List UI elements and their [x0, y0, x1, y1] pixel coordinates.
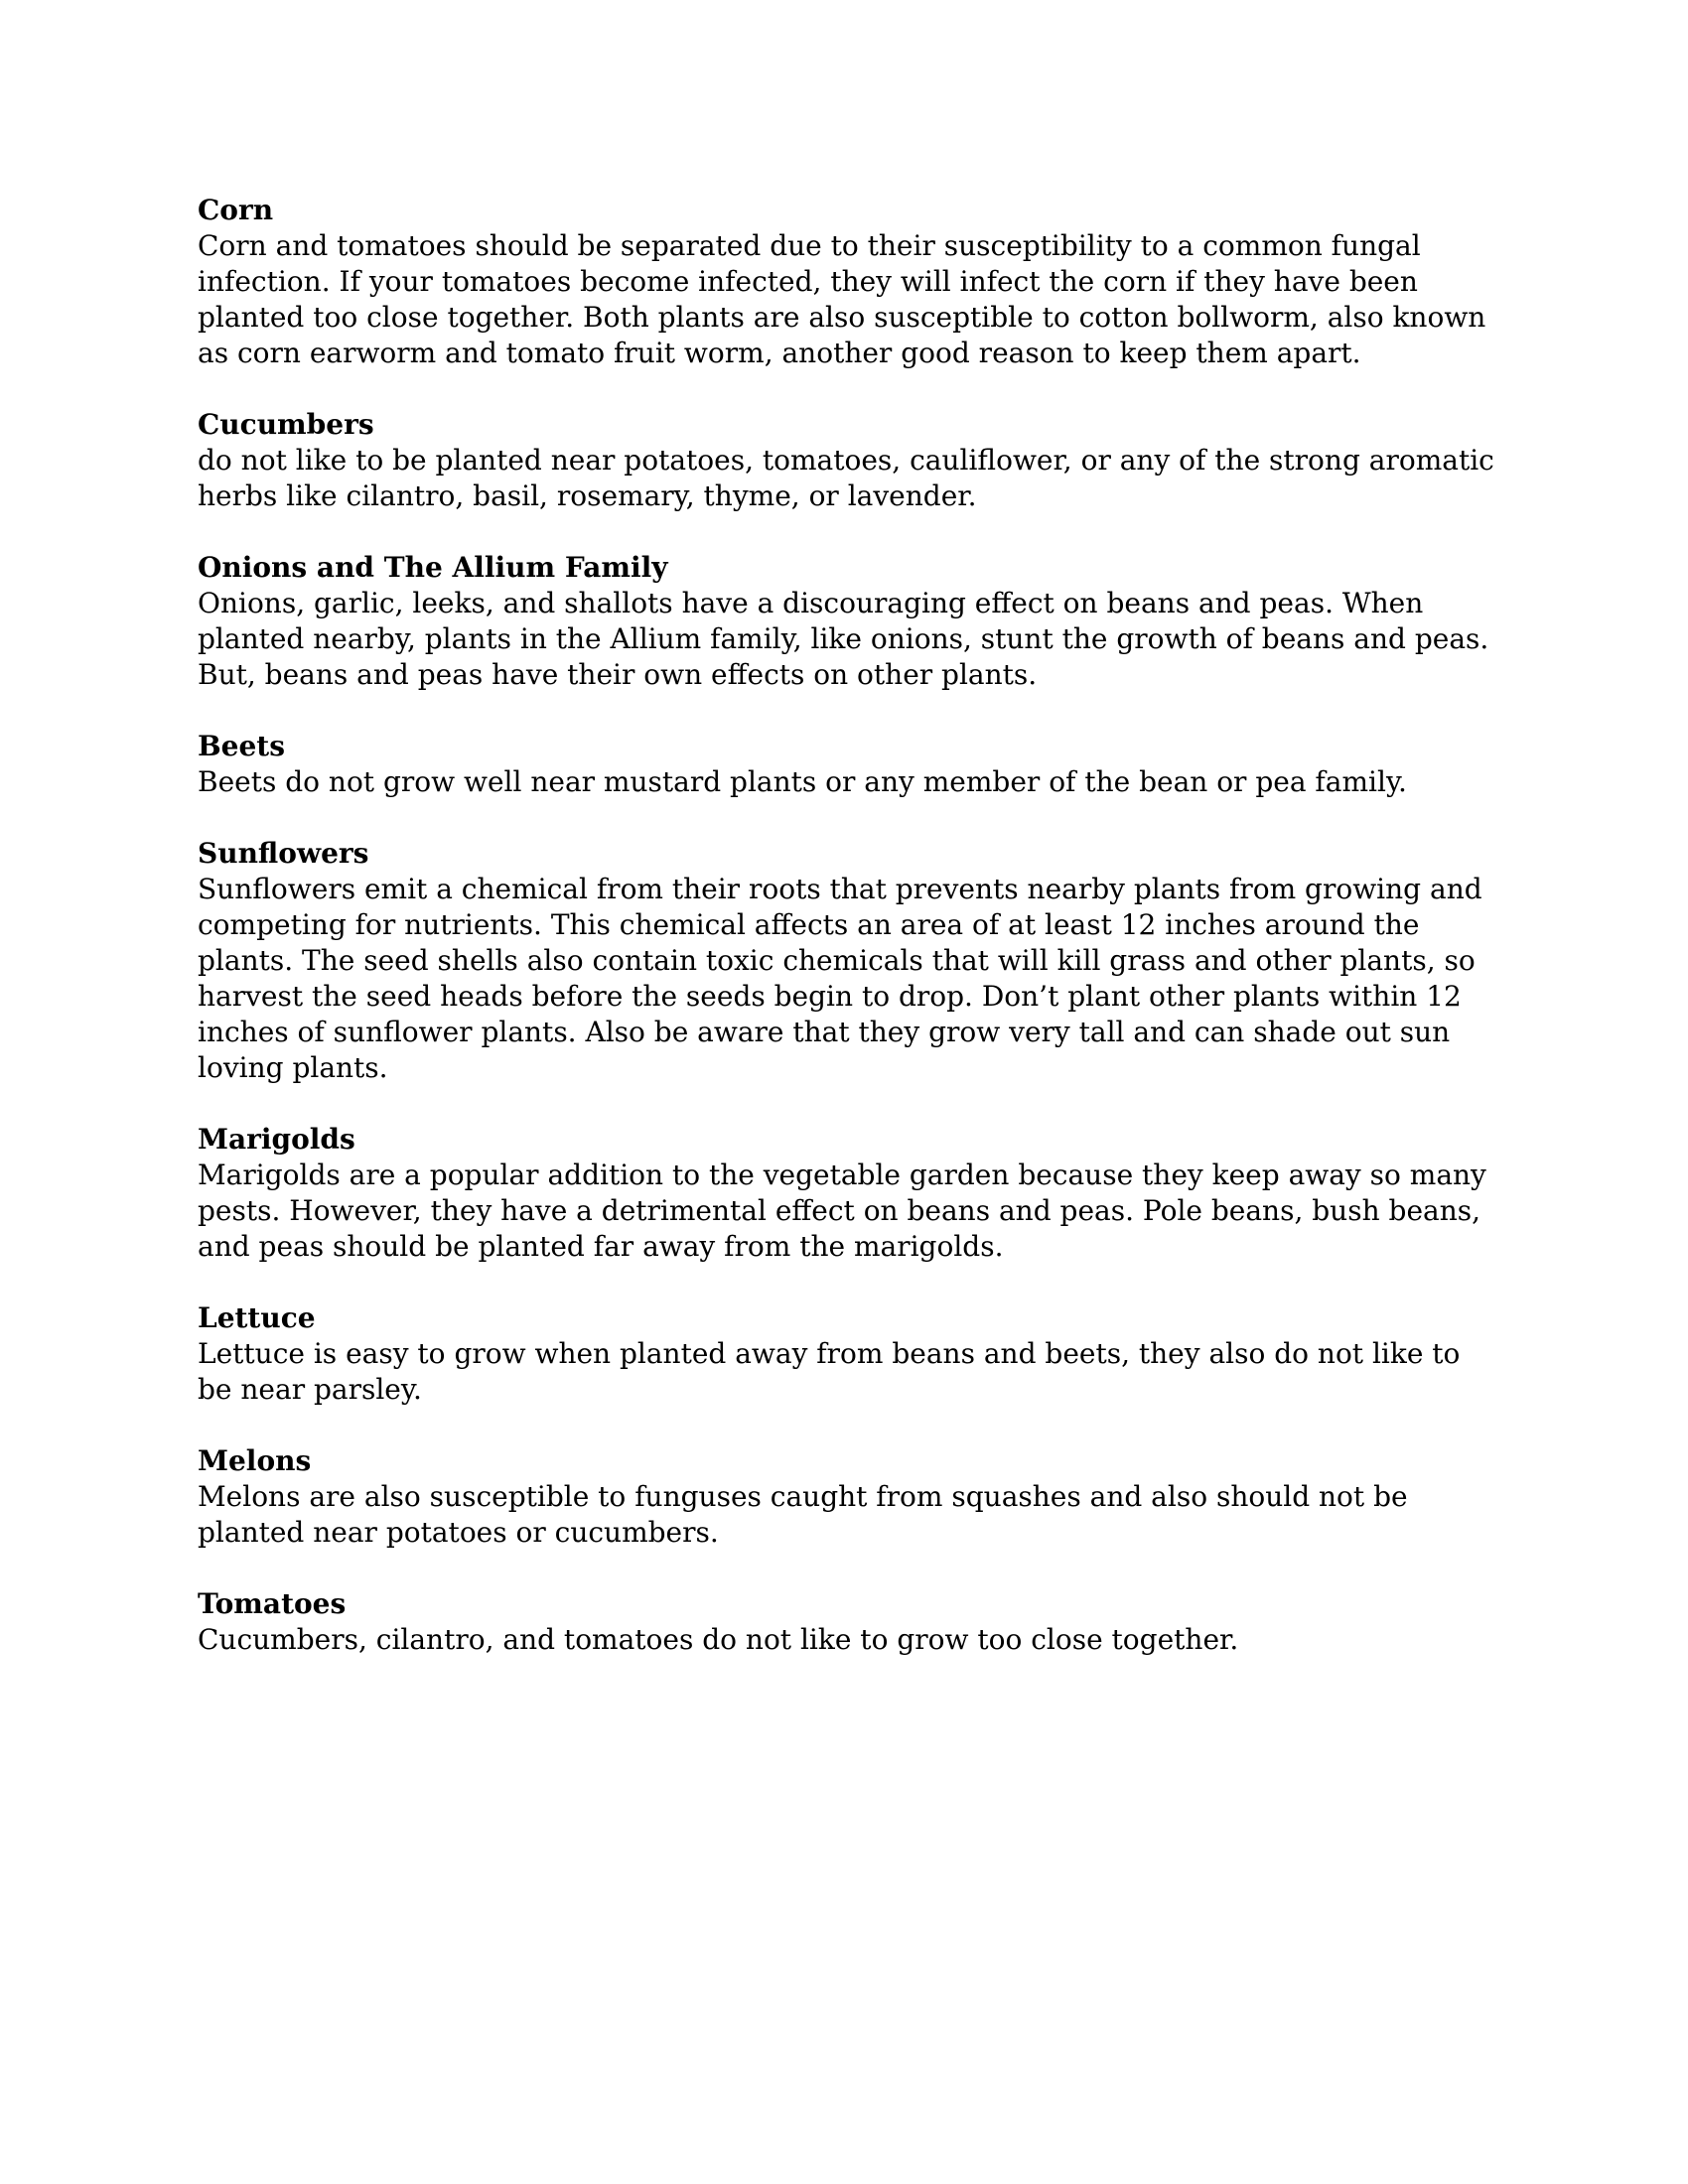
section-text: Cucumbers, cilantro, and tomatoes do not like to grow too close together.	[198, 1623, 1239, 1656]
section-corn	[198, 193, 1498, 371]
section-heading: Corn	[198, 194, 274, 226]
section-beets	[198, 729, 1498, 800]
section-heading: Melons	[198, 1444, 312, 1477]
section-text: Beets do not grow well near mustard plants or any member of the bean or pea family.	[198, 765, 1407, 798]
section-heading: Marigolds	[198, 1123, 355, 1156]
section-lettuce	[198, 1300, 1498, 1408]
section-text: do not like to be planted near potatoes, tomatoes, cauliflower, or any of the strong aromatic herbs like cilantro, basil, rosemary, thyme, or lavender.	[198, 444, 1494, 512]
section-cucumbers	[198, 407, 1498, 514]
section-tomatoes	[198, 1586, 1498, 1658]
section-heading: Cucumbers	[198, 408, 374, 441]
section-melons	[198, 1443, 1498, 1551]
section-text: Sunflowers emit a chemical from their roots that prevents nearby plants from growing and competing for nutrients. This chemical affects an area of at least 12 inches around the plants. The seed shells also contain toxic chemicals that will kill grass and other plants, so harvest the seed heads before the seeds begin to drop. Don’t plant other plants within 12 inches of sunflower plants. Also be aware that they grow very tall and can shade out sun loving plants.	[198, 873, 1482, 1084]
section-text: Melons are also susceptible to funguses caught from squashes and also should not be planted near potatoes or cucumbers.	[198, 1480, 1408, 1549]
section-text: Corn and tomatoes should be separated due to their susceptibility to a common fungal infection. If your tomatoes become infected, they will infect the corn if they have been planted too close together. Both plants are also susceptible to cotton bollworm, also known as corn earworm and tomato fruit worm, another good reason to keep them apart.	[198, 229, 1486, 369]
section-heading: Onions and The Allium Family	[198, 551, 668, 584]
section-text: Lettuce is easy to grow when planted away from beans and beets, they also do not like to be near parsley.	[198, 1337, 1461, 1406]
section-sunflowers	[198, 836, 1498, 1086]
document-page	[198, 193, 1498, 1694]
section-heading: Tomatoes	[198, 1587, 347, 1620]
section-text: Marigolds are a popular addition to the vegetable garden because they keep away so many pests. However, they have a detrimental effect on beans and peas. Pole beans, bush beans, and peas should be planted far away from the marigolds.	[198, 1159, 1486, 1263]
section-onions	[198, 550, 1498, 693]
section-heading: Sunflowers	[198, 837, 369, 870]
section-heading: Lettuce	[198, 1301, 316, 1334]
section-text: Onions, garlic, leeks, and shallots have a discouraging effect on beans and peas. When planted nearby, plants in the Allium family, like onions, stunt the growth of beans and peas. But, beans and peas have their own effects on other plants.	[198, 587, 1489, 691]
section-heading: Beets	[198, 730, 285, 762]
section-marigolds	[198, 1122, 1498, 1265]
